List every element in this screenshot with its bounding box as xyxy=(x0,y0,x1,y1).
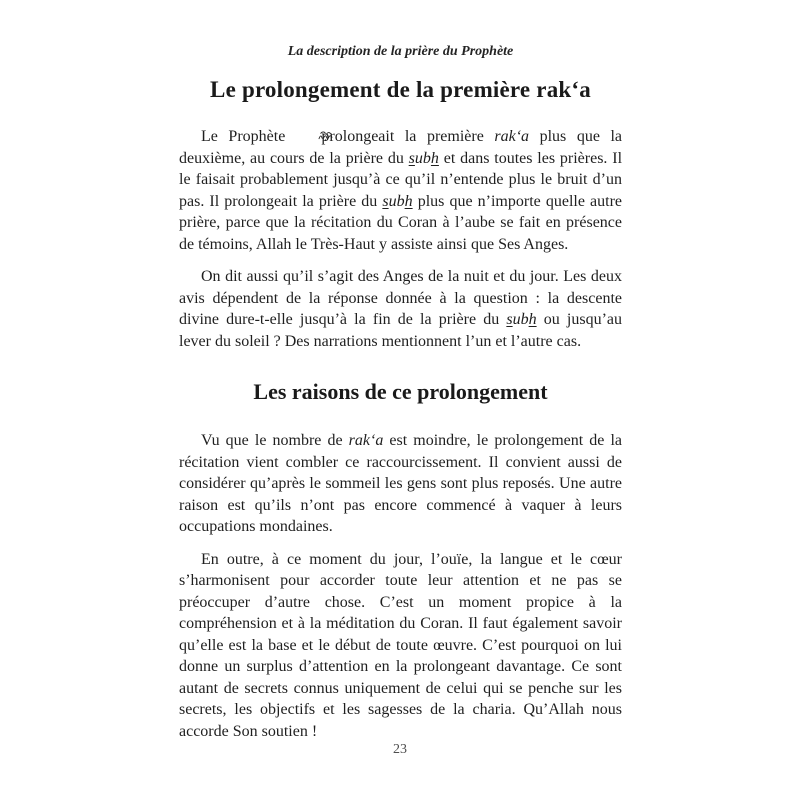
text-run: En outre, à ce moment du jour, l’ouïe, la langue et le cœur s’harmonisent pour accorder toute leur attention et ne pas se préoccuper d’autre chose. C’est un moment propice à la compréhension et à la méditation du Coran. Il faut également savoir qu’elle est la base et le début de toute œuvre. C’est pourquoi on lui donne un surplus d’attention en la prolongeant davantage. Ce sont autant de secrets connus uniquement de celui qui se penche sur les secrets, les objectifs et les sagesses de la charia. Qu’Allah nous accorde Son soutien ! xyxy=(179,550,622,740)
text-run: rak‘a xyxy=(494,128,530,145)
text-run: Vu que le nombre de xyxy=(201,432,349,449)
paragraph-4 xyxy=(179,549,622,743)
text-run: ub xyxy=(414,149,431,167)
text-run: ub xyxy=(512,311,529,328)
section-heading-prolongement-premiere-raka: Le prolongement de la première rak‘a xyxy=(210,77,591,102)
page-number: 23 xyxy=(393,742,407,757)
text-run: est moindre, le prolongement de la récitation vient combler ce raccourcissement. Il convient aussi de considérer qu’après le sommeil les gens sont plus reposés. Une autre raison est qu’ils n’ont pas encore commencé à vaquer à leurs occupations mondaines. xyxy=(179,432,623,535)
text-run: h xyxy=(404,192,413,210)
section-heading-raisons-prolongement: Les raisons de ce prolongement xyxy=(253,379,548,404)
text-run: Le Prophète xyxy=(201,128,296,145)
text-run: rak‘a xyxy=(348,432,384,449)
paragraph-2 xyxy=(179,266,622,352)
text-column xyxy=(179,0,622,753)
paragraph-3 xyxy=(179,430,622,538)
text-run: prolongeait la première xyxy=(310,128,495,145)
text-run: ub xyxy=(388,192,405,210)
text-run: h xyxy=(528,311,537,328)
text-run: ou jusqu’au lever du soleil ? Des narrations mentionnent l’un et l’autre cas. xyxy=(179,311,622,350)
text-run: h xyxy=(430,149,439,167)
text-run: plus que la deuxième, au cours de la prière du xyxy=(179,128,623,167)
text-run: s xyxy=(382,192,389,210)
paragraph-1 xyxy=(179,126,622,255)
text-run: et dans toutes les prières. Il le faisait probablement jusqu’à ce qu’il n’entende plus le bruit d’un pas. Il prolongeait la prière du xyxy=(179,149,623,210)
text-run: On dit aussi qu’il s’agit des Anges de la nuit et du jour. Les deux avis dépendent de la réponse donnée à la question : la descente divine dure-t-elle jusqu’à la fin de la prière du xyxy=(179,268,622,328)
prophet-salutation-icon xyxy=(296,127,311,139)
text-run: s xyxy=(408,149,415,167)
running-header: La description de la prière du Prophète xyxy=(287,44,514,59)
text-run: plus que n’importe quelle autre prière, parce que la récitation du Coran à l’aube se fait en présence de témoins, Allah le Très-Haut y assiste ainsi que Ses Anges. xyxy=(179,192,623,253)
section-2-body xyxy=(179,430,622,742)
text-run: s xyxy=(506,311,513,328)
section-1-body xyxy=(179,126,622,352)
